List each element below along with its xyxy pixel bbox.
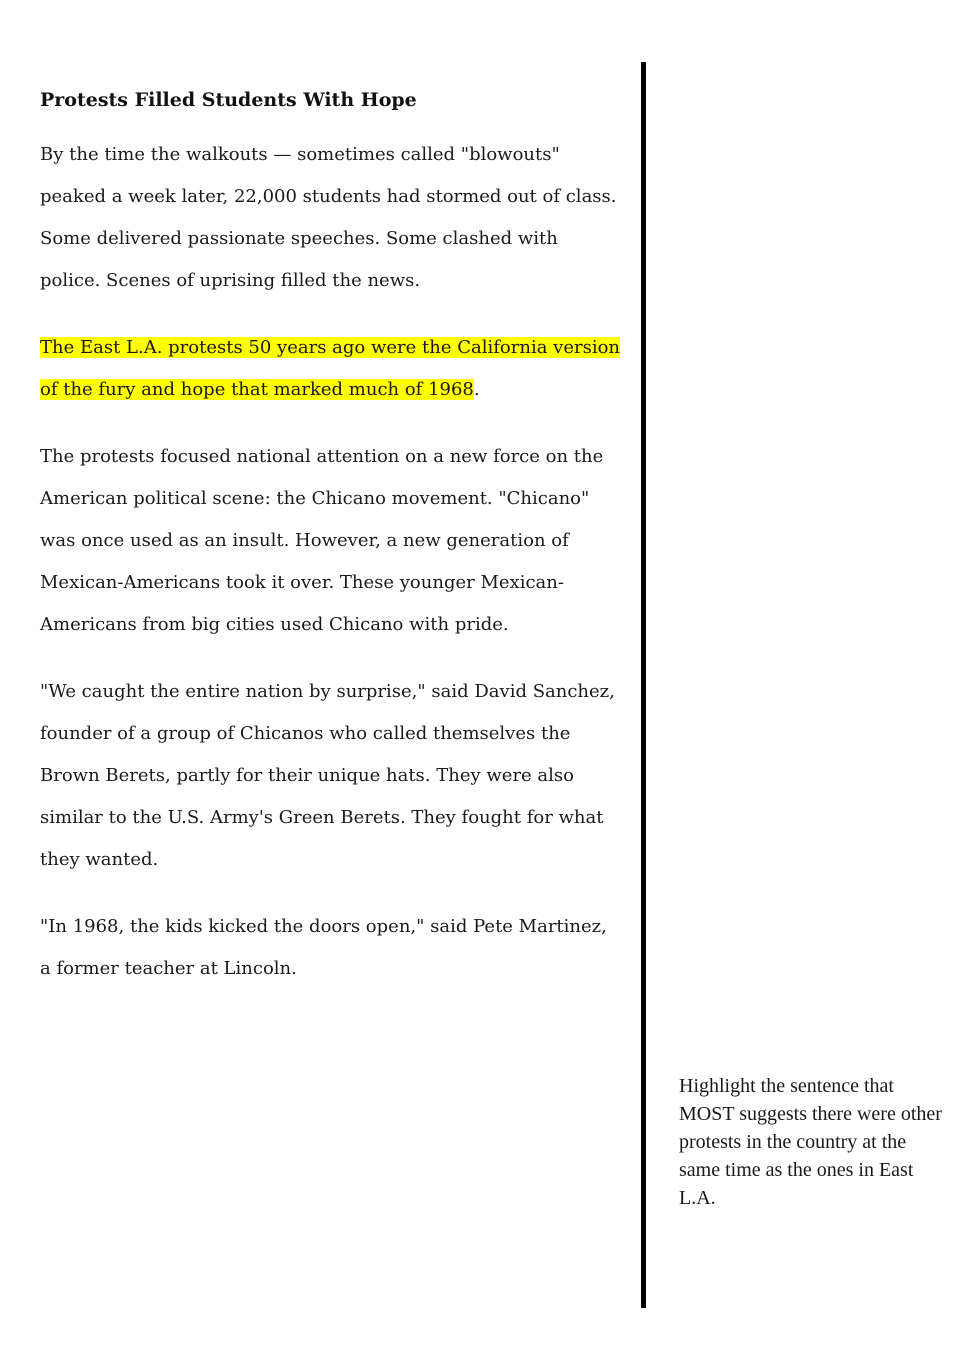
- paragraph-4[interactable]: "We caught the entire nation by surprise," said David Sanchez, founder of a group of Chicanos who called themselves the Brown Berets, partly for their unique hats. They were also similar to the U.S. Army's Green Berets. They fought for what they wanted.: [40, 681, 615, 870]
- paragraph-1[interactable]: By the time the walkouts — sometimes called "blowouts" peaked a week later, 22,000 students had stormed out of class. Some delivered passionate speeches. Some clashed with police. Scenes of uprising filled the news.: [40, 144, 617, 291]
- paragraph-2[interactable]: [40, 327, 620, 411]
- sentence-period: .: [473, 379, 480, 400]
- paragraph-3[interactable]: The protests focused national attention on a new force on the American political scene: the Chicano movement. "Chicano" was once used as an insult. However, a new generation of Mexican-Americans took it over. These younger Mexican-Americans from big cities used Chicano with pride.: [40, 446, 604, 635]
- question-prompt: Highlight the sentence that MOST suggests there were other protests in the country at the same time as the ones in East L.A.: [679, 1075, 942, 1209]
- column-divider: [641, 62, 646, 1308]
- article: [40, 86, 620, 1015]
- article-title: Protests Filled Students With Hope: [40, 89, 417, 111]
- highlighted-sentence[interactable]: The East L.A. protests 50 years ago were the California version of the fury and hope that marked much of 1968: [40, 337, 620, 400]
- paragraph-5[interactable]: "In 1968, the kids kicked the doors open," said Pete Martinez, a former teacher at Lincoln.: [40, 916, 607, 979]
